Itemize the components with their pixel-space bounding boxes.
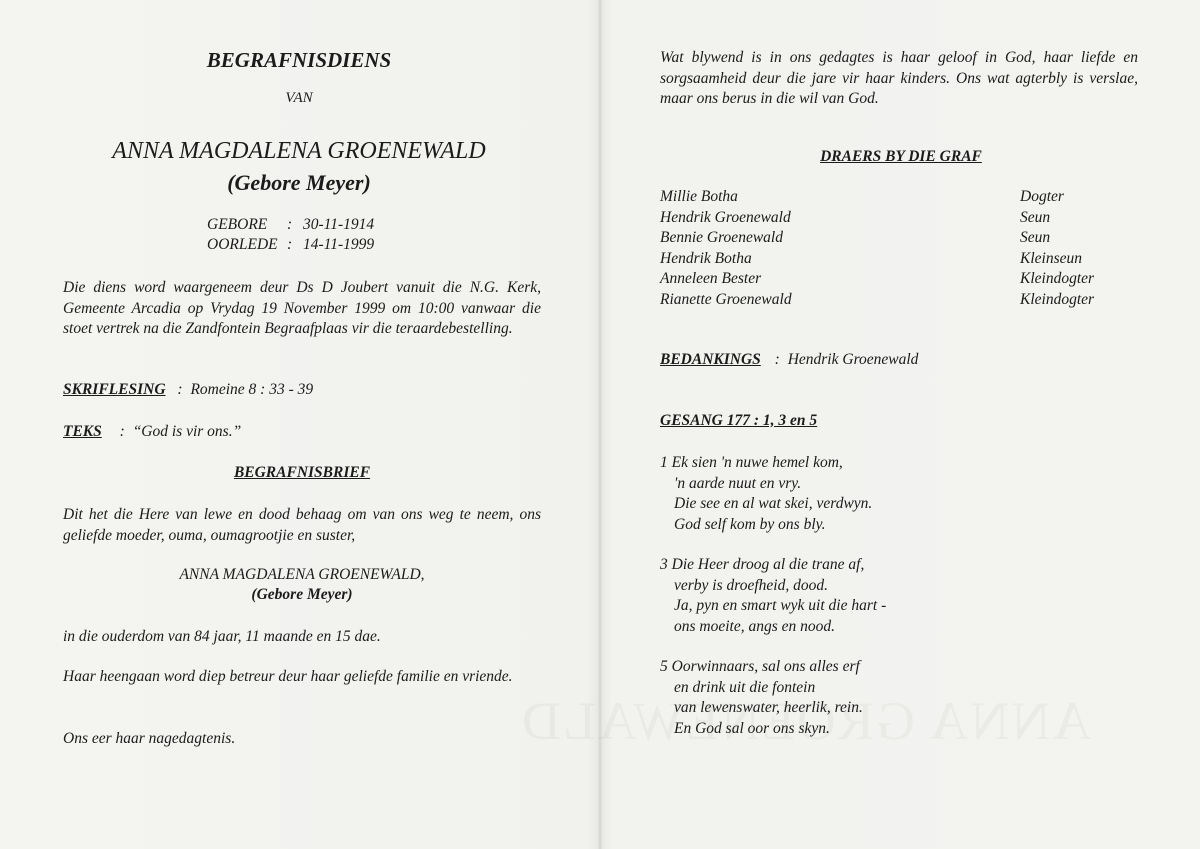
verse-line: verby is droefheid, dood. bbox=[674, 576, 828, 594]
born-date: 30-11-1914 bbox=[303, 216, 375, 233]
verse-line: 3 Die Heer droog al die trane af, bbox=[660, 556, 865, 573]
van-label: VAN bbox=[285, 90, 313, 106]
hymn-heading: GESANG 177 : 1, 3 en 5 bbox=[660, 412, 818, 429]
bearer-name: Hendrik Botha bbox=[660, 249, 752, 267]
text-line: TEKS : “God is vir ons.” bbox=[63, 423, 242, 440]
scripture-line: SKRIFLESING : Romeine 8 : 33 - 39 bbox=[63, 381, 314, 398]
thanks-line: BEDANKINGS : Hendrik Groenewald bbox=[660, 351, 919, 368]
bearer-name: Rianette Groenewald bbox=[660, 290, 792, 308]
bearer-name: Bennie Groenewald bbox=[660, 229, 783, 246]
verse-line: 'n aarde nuut en vry. bbox=[674, 474, 802, 492]
deceased-name: ANNA MAGDALENA GROENEWALD bbox=[112, 138, 486, 164]
died-label: OORLEDE bbox=[207, 236, 278, 253]
bearer-relation: Seun bbox=[1020, 208, 1051, 226]
died-date: 14-11-1999 bbox=[303, 236, 375, 253]
page-title: BEGRAFNISDIENS bbox=[206, 48, 392, 72]
mourn-text: Haar heengaan word diep betreur deur haar geliefde familie en vriende. bbox=[63, 668, 513, 685]
scripture-label: SKRIFLESING bbox=[63, 381, 166, 398]
honor-text: Ons eer haar nagedagtenis. bbox=[63, 730, 236, 747]
verse-line: ons moeite, angs en nood. bbox=[674, 617, 836, 635]
letter-name: ANNA MAGDALENA GROENEWALD, bbox=[179, 566, 425, 583]
verse-line: 1 Ek sien 'n nuwe hemel kom, bbox=[660, 454, 843, 471]
hymn-verse bbox=[660, 555, 1138, 637]
bearer-name: Hendrik Groenewald bbox=[660, 208, 791, 226]
letter-maiden: (Gebore Meyer) bbox=[251, 586, 353, 603]
verse-line: en drink uit die fontein bbox=[674, 678, 816, 696]
bearer-relation: Seun bbox=[1020, 229, 1051, 246]
verse-line: Die see en al wat skei, verdwyn. bbox=[674, 495, 873, 512]
intro-paragraph: Wat blywend is in ons gedagtes is haar geloof in God, haar liefde en sorgsaamheid deur die jare vir haar kinders. Ons wat agterbly is verslae, maar ons berus in die wil van God. bbox=[660, 49, 1138, 107]
born-label: GEBORE bbox=[207, 216, 268, 233]
bearers-list bbox=[660, 188, 1138, 312]
thanks-label: BEDANKINGS bbox=[660, 351, 761, 368]
verse-line: Ja, pyn en smart wyk uit die hart - bbox=[674, 597, 887, 614]
service-paragraph: Die diens word waargeneem deur Ds D Joubert vanuit die N.G. Kerk, Gemeente Arcadia op Vrydag 19 November 1999 om 10:00 vanwaar die stoet vertrek na die Zandfontein Begraafplaas vir die teraardebestelling. bbox=[63, 279, 541, 337]
verse-line: God self kom by ons bly. bbox=[674, 515, 826, 533]
letter-heading: BEGRAFNISBRIEF bbox=[233, 464, 371, 481]
letter-intro: Dit het die Here van lewe en dood behaag om van ons weg te neem, ons geliefde moeder, ouma, oumagrootjie en suster, bbox=[63, 506, 541, 544]
left-page: BEGRAFNISDIENS VAN ANNA MAGDALENA GROENEWALD (Gebore Meyer) GEBORE : 30-11-1914 OORLEDE : 14-11-1999 Die diens word waargeneem deur Ds D Joubert vanuit die N.G. Kerk, Gemeente Arcadia op Vrydag 19 November 1999 om 10:00 vanwaar die stoet vertrek na die Zandfontein Begraafplaas vir die teraardebestelling. SKRIFLESING : Romeine 8 : 33 - 39 TEKS : “God is vir ons.” BEGRAFNISBRIEF Dit het die Here van lewe en dood behaag om van ons weg te neem, ons geliefde moeder, ouma, oumagrootjie en suster, ANNA MAGDALENA GROENEWALD, (Gebore Meyer) in die ouderdom van 84 jaar, 11 maande en 15 dae. Haar heengaan word diep betreur deur haar geliefde familie en vriende. Ons eer haar nagedagtenis. bbox=[0, 0, 598, 849]
bearer-relation: Dogter bbox=[1020, 188, 1064, 205]
scripture-value: Romeine 8 : 33 - 39 bbox=[190, 381, 314, 398]
right-page bbox=[602, 0, 1200, 849]
bearer-relation: Kleindogter bbox=[1020, 290, 1095, 308]
age-text: in die ouderdom van 84 jaar, 11 maande en 15 dae. bbox=[63, 628, 381, 645]
hymn-verse bbox=[660, 657, 1138, 739]
bearer-relation: Kleindogter bbox=[1020, 270, 1095, 287]
hymn-verse bbox=[660, 453, 1138, 535]
bearers-heading: DRAERS BY DIE GRAF bbox=[820, 148, 982, 165]
verse-line: van lewenswater, heerlik, rein. bbox=[674, 699, 863, 716]
bearer-name: Millie Botha bbox=[660, 188, 738, 205]
verse-line: 5 Oorwinnaars, sal ons alles erf bbox=[660, 658, 860, 675]
text-value: “God is vir ons.” bbox=[132, 423, 242, 440]
bearer-relation: Kleinseun bbox=[1020, 249, 1082, 267]
thanks-value: Hendrik Groenewald bbox=[787, 351, 919, 368]
bearer-name: Anneleen Bester bbox=[660, 270, 762, 287]
text-label: TEKS bbox=[63, 423, 102, 440]
maiden-name: (Gebore Meyer) bbox=[227, 170, 371, 195]
verse-line: En God sal oor ons skyn. bbox=[674, 719, 830, 737]
